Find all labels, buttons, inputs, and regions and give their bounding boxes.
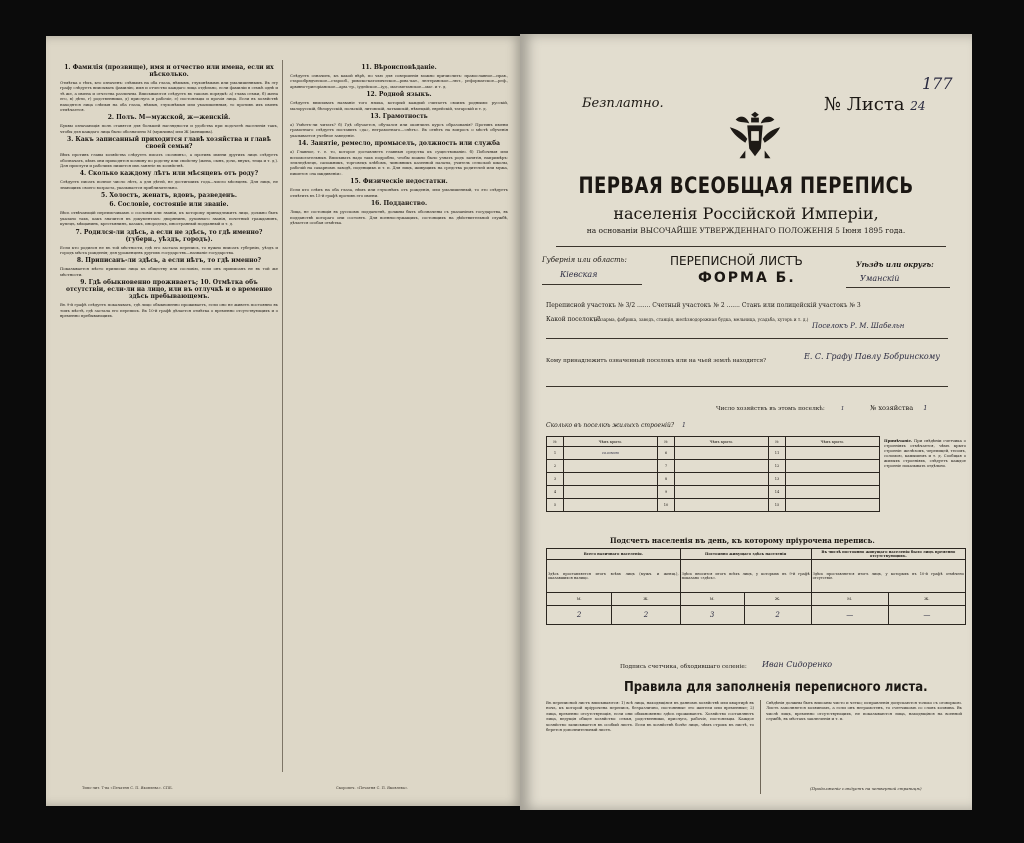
table-header: № [658,437,675,447]
divider [556,246,946,247]
left-page [46,36,522,806]
rule-text: а) Главное, т. е. то, которое доставляетъ главныя средства къ существованію. б) Побочныя или вспомогательныя. Вписывать надо такъ подробно, чтобы можно было узнать родъ занятія, напримѣръ: земледѣлецъ, сапожникъ, торговецъ хлѣбомъ, чиновникъ казенной палаты, учитель сельской школы, рабочій на сахарномъ заводѣ, поденщикъ и т. п. Для лицъ, живущихъ на средства родителей или мужа, пишется «на иждивеніи». [290,149,508,176]
signature-label: Подпись счетчика, обходившаго селеніе: [620,664,747,670]
building-roof [675,486,769,499]
rule-heading: 2. Полъ. М—мужской, ж—женскій. [107,114,231,122]
building-roof: соломою [564,447,658,460]
building-roof [675,460,769,473]
double-headed-eagle-emblem [726,106,784,164]
rules-continued-note: (Продолженіе слѣдуетъ на четвертой страницѣ) [810,786,922,791]
rules-title: Правила для заполненія переписного листа. [624,680,928,695]
printer-note-right: Скоропеч. «Печатня С. П. Яковлева». [336,786,409,790]
building-number: 2 [547,460,564,473]
rule-heading: 15. Физическіе недостатки. [350,178,448,186]
rule-text: Въ 9-й графѣ слѣдуетъ показывать, гдѣ лицо обыкновенно проживаетъ, если оно не живетъ постоянно въ томъ мѣстѣ, гдѣ застала его перепись. Въ 10-й графѣ дѣлается отмѣтка о временно отсутствующихъ и о временно пребывающихъ. [60,302,278,318]
table-header: Чѣмъ крыто. [786,437,880,447]
uezd-value: Уманскій [860,274,900,283]
sex-label: Ж. [744,593,811,606]
table-header: Чѣмъ крыто. [675,437,769,447]
village-note: (Казарма, фабрика, заводъ, станція, желѣзнодорожная будка, мельница, усадьба, хуторъ и т. д.) [594,317,809,322]
building-roof [675,473,769,486]
rule-text: Буквы означающія полъ ставятся для большей наглядности и удобства при подсчетѣ населенія такъ, чтобы для каждаго лица было обозначено М (мужчина) или Ж (женщина). [60,123,278,134]
owner-label: Кому принадлежитъ означенный поселокъ или на чьей землѣ находится? [546,358,767,364]
rule-heading: 3. Какъ записанный приходится главѣ хозяйства и главѣ своей семьи? [67,136,271,151]
building-number: 4 [547,486,564,499]
building-number: 3 [547,473,564,486]
rules-column-2: Свѣдѣнія должны быть вписаны чисто и четко; исправленія допускаются только съ оговоркою. Листъ заполняется хозяиномъ, а если онъ неграмотенъ, то счетчикомъ со словъ хозяина. Въ числѣ лицъ, временно отсутствующихъ, не показываются лица, находящіяся на военной службѣ, въ мѣстахъ заключенія и т. п. [766,700,962,722]
sheet-number-value: 24 [910,99,926,113]
building-number: 9 [658,486,675,499]
summary-note: Здѣсь проставляется итогъ всѣхъ лицъ (мужч. и женщ.), оказавшихся налицо. [547,560,681,593]
building-number: 5 [547,499,564,512]
building-roof [675,499,769,512]
rule-heading: 16. Подданство. [370,200,428,208]
sex-label: М. [547,593,612,606]
population-summary-table [546,548,966,625]
population-count: — [811,606,888,625]
population-count: 3 [680,606,744,625]
rule-text: а) Умѣетъ-ли читать? б) Гдѣ обучается, обучался или окончилъ курсъ образованія? Противъ имени грамотнаго слѣдуетъ поставить «да», неграмотнаго—«нѣтъ». Въ отвѣтъ на вопросъ о мѣстѣ обученія указывается учебное заведеніе. [290,122,508,138]
rule-heading: 12. Родной языкъ. [366,91,432,99]
rules-divider [760,700,761,794]
form-label: ФОРМА Б. [698,270,796,286]
list-label: ПЕРЕПИСНОЙ ЛИСТЪ [670,254,803,268]
sex-label: Ж. [888,593,965,606]
population-count: — [888,606,965,625]
building-roof [786,447,880,460]
building-roof [675,447,769,460]
buildings-value: 1 [681,422,686,429]
building-roof [786,460,880,473]
rule-heading: 1. Фамилія (прозвище), имя и отчество или имена, если их нѣсколько. [64,64,274,78]
census-title: ПЕРВАЯ ВСЕОБЩАЯ ПЕРЕПИСЬ [578,174,914,199]
printer-note-left: Типо-лит. Т-ва «Печатня С. П. Яковлева». СПБ. [82,786,173,790]
rule-text: Отмѣтка о тѣхъ, кто означенъ: слѣпымъ на оба глаза, нѣмымъ, глухонѣмымъ или умалишеннымъ. Въ эту графу слѣдуетъ вписывать фамилію, имя и отчество каждаго лица отдѣльно, если фамиліи в семьѣ однѣ и тѣ же, а имена и отчества различны. Вписываются слѣдуетъ въ такомъ порядкѣ: а) глава семьи, б) жена его, в) дѣти, г) родственники, д) прислуга и рабочіе, е) постояльцы и прочія лица. Если въ хозяйствѣ находятся лица слѣпыя на оба глаза, нѣмыя, глухонѣмыя или умалишенныя, то противъ ихъ именъ отмѣчается. [60,80,278,113]
rule-text: Показывается мѣсто приписки лица къ обществу или сословію, если онъ приписанъ не въ той же мѣстности. [60,266,278,277]
sex-label: М. [811,593,888,606]
rule-text: Слѣдуетъ означить, къ какой вѣрѣ, по чью для совершенія можно причислить: православное—прав., старообрядческое—старооб., римско-католическое—рим.-кат., лютеранское—лют., реформатское—реф., армяно-григоріанское—арм.-гр., іудейское—іуд., магометанское—маг. и т. д. [290,73,508,89]
summary-header: Въ числѣ постоянно живущаго населенія было лицъ временно отсутствующихъ. [811,549,965,560]
building-roof [786,499,880,512]
household-number: № хозяйства 1 [870,404,928,412]
building-number: 7 [658,460,675,473]
rule-heading: 9. Гдѣ обыкновенно проживаетъ; 10. Отмѣтка объ отсутствіи, если-ли на лицо, или въ отлучкѣ и о временно здѣсь пребывающемъ. [66,279,272,301]
summary-note: Здѣсь вносится итогъ всѣхъ лицъ, у которыхъ въ 9-й графѣ показано «здѣсь». [680,560,811,593]
divider [546,338,948,339]
population-count: 2 [612,606,680,625]
rule-heading: 8. Приписанъ-ли здѣсь, а если нѣтъ, то гдѣ именно? [76,257,262,265]
divider [542,284,642,285]
divider [846,287,950,288]
guberniya-label: Губернія или область: [542,256,627,264]
rule-heading: 4. Сколько каждому лѣтъ или мѣсяцевъ отъ роду? [79,170,259,178]
building-roof [786,486,880,499]
summary-note: Здѣсь проставляется итогъ лицъ, у которыхъ въ 10-й графѣ отмѣчено отсутствіе. [811,560,965,593]
rule-text: Вѣсь отвѣчающій переписчикамъ о сословіи или званіи, къ которому принадлежитъ лицо, должно быть указано такъ, какъ значится въ документахъ: дворянинъ, духовнаго званія, почетный гражданинъ, купецъ, мѣщанинъ, крестьянинъ, казакъ, инородецъ, иностранный подданный и т. д. [60,210,278,227]
rule-heading: 14. Занятіе, ремесло, промыселъ, должность или служба [297,140,501,148]
regulation-basis: на основаніи ВЫСОЧАЙШЕ УТВЕРЖДЕННАГО ПОЛОЖЕНІЯ 5 Іюня 1895 года. [586,226,906,235]
owner-value: Е. С. Графу Павлу Бобринскому [804,352,940,361]
building-roof [564,460,658,473]
buildings-table [546,436,880,512]
rule-heading: 13. Грамотность [370,113,428,121]
building-number: 11 [769,447,786,460]
rules-column-1: Въ переписной листъ вписываются: 1) всѣ лица, находящіяся въ данномъ хозяйствѣ или квартирѣ въ ночь, къ которой пріурочена перепись, безразлично, постоянные это жители или временные; 2) лица, временно отсутствующія, если они обыкновенно здѣсь проживаютъ. Хозяйство составляютъ лица, ведущія общее хозяйство: семья, родственники, прислуга, рабочіе, постояльцы. Каждое хозяйство записывается въ особый листъ. Если въ хозяйствѣ болѣе лицъ, чѣмъ строкъ въ листѣ, то берется дополнительный листъ. [546,700,754,733]
rule-text: Вѣхъ противъ главы хозяйства слѣдуетъ писать «хозяинъ», а противъ имени другихъ лицъ слѣдуетъ обозначать, кѣмъ они приходятся хозяину по родству или свойству (жена, сынъ, дочь, внукъ, теща и т. д.). Для прислуги и рабочихъ пишется ихъ занятіе въ хозяйствѣ. [60,152,278,169]
buildings-label: Сколько въ поселкѣ жилыхъ строеній? 1 [546,422,686,429]
rule-text: Слѣдуетъ вписывать названіе того языка, который каждый считаетъ своимъ родными: русскій, малорусскій, бѣлорусскій, польскій, литовскій, латышскій, нѣмецкій, еврейскій, татарскій и т. д. [290,100,508,111]
building-number: 6 [658,447,675,460]
village-label: Какой поселокъ? [546,316,601,323]
divider [546,386,948,387]
right-page [520,34,972,810]
rule-heading: 5. Холостъ, женатъ, вдовъ, разведенъ. [101,192,237,200]
table-header: Чѣмъ крыто. [564,437,658,447]
building-number: 1 [547,447,564,460]
village-value: Поселокъ Р. М. Шабельн [812,322,905,330]
building-roof [786,473,880,486]
census-subtitle: населенія Россійской Имперіи, [613,204,879,223]
sex-label: М. [680,593,744,606]
building-number: 10 [658,499,675,512]
sex-label: Ж. [612,593,680,606]
free-label: Безплатно. [582,96,664,111]
signature-value: Иван Сидоренко [762,660,833,669]
building-number: 8 [658,473,675,486]
household-number-value: 1 [923,404,928,412]
sheet-number-label: № Листа 24 [824,94,926,115]
rule-text: Лица, не состоящія въ русскомъ подданствѣ, должны быть обозначены съ указаніемъ государства, въ подданствѣ котораго они состоятъ. Для военнослужащихъ, состоящихъ на дѣйствительной службѣ, дѣлается особая отмѣтка. [290,209,508,225]
population-count: 2 [547,606,612,625]
guberniya-value: Кіевская [560,270,598,279]
table-header: № [547,437,564,447]
building-roof [564,486,658,499]
uezd-label: Уѣздъ или округъ: [856,260,934,269]
left-column-2 [290,62,508,766]
building-number: 13 [769,473,786,486]
rule-heading: 7. Родился-ли здѣсь, а если не здѣсь, то гдѣ именно? (губерн., уѣздъ, городъ). [75,228,263,243]
building-roof [564,499,658,512]
rule-text: Если кто слѣпъ на оба глаза, нѣмъ или глухонѣмъ отъ рожденія, или умалишенный, то это слѣдуетъ отмѣтить въ 15-й графѣ противъ его имени. [290,187,508,198]
households-value: 1 [840,406,845,412]
building-roof [564,473,658,486]
summary-header: Постоянно живущаго здѣсь населенія [680,549,811,560]
building-number: 12 [769,460,786,473]
building-number: 15 [769,499,786,512]
archive-number: 177 [922,74,953,93]
summary-title: Подсчетъ населенія въ день, къ которому пріурочена перепись. [610,536,875,545]
building-number: 14 [769,486,786,499]
summary-header: Всего наличнаго населенія. [547,549,681,560]
rule-text: Если кто родился не въ той мѣстности, гдѣ его застала перепись, то нужно вписать губернію, уѣздъ и городъ мѣста рожденія; для уроженцевъ другихъ государствъ—названіе государства. [60,244,278,255]
rule-heading: 11. Вѣроисповѣданіе. [361,64,437,71]
rule-text: Слѣдуетъ писать полное число лѣтъ, а для дѣтей, не достигшихъ года—число мѣсяцевъ. Для лицъ, не знающихъ своего возраста, указывается приблизительно. [60,179,278,190]
left-column-1 [60,62,278,766]
column-divider [282,60,283,772]
households-label: Число хозяйствъ въ этомъ поселкѣ: 1 [716,406,845,412]
population-count: 2 [744,606,811,625]
buildings-note: Примѣчаніе. При свѣдѣніи счетчика о строеніяхъ отмѣчается, чѣмъ крыто строеніе: желѣзомъ, черепицей, тесомъ, соломою, камышемъ и т. д. Сообщая о жилыхъ строеніяхъ, слѣдуетъ каждое строеніе показывать отдѣльно. [884,438,966,468]
district-numbers: Переписной участокъ № 3/2 ....... Счетный участокъ № 2 ....... Станъ или полицейскій участокъ № 3 [546,302,861,309]
table-header: № [769,437,786,447]
rule-heading: 6. Сословіе, состояніе или званіе. [109,201,229,209]
